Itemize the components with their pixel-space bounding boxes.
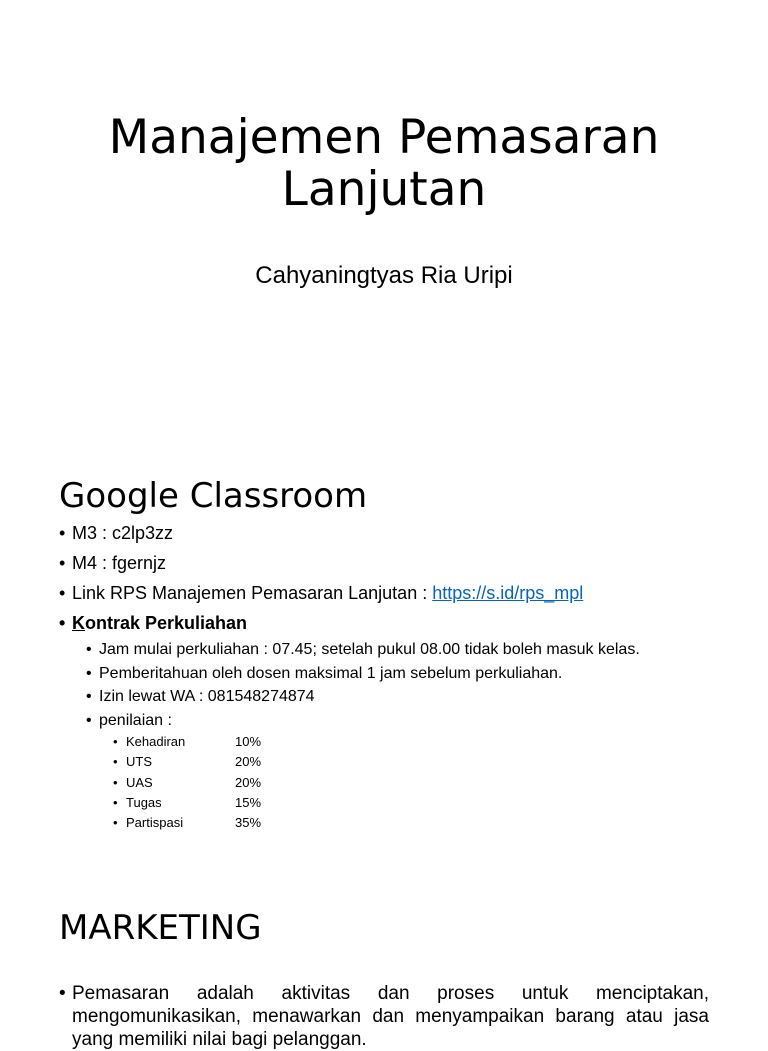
marketing-slide <box>0 864 768 1050</box>
sub-item-jam: • Jam mulai perkuliahan : 07.45; setelah pukul 08.00 tidak boleh masuk kelas. <box>86 638 719 662</box>
grade-value: 20% <box>235 754 262 770</box>
list-item-m4: • M4 : fgernjz <box>59 548 719 578</box>
slide-heading: Google Classroom <box>59 476 368 516</box>
sub-item-pemberitahuan: • Pemberitahuan oleh dosen maksimal 1 jam sebelum perkuliahan. <box>86 662 719 686</box>
grade-item <box>113 813 719 833</box>
rps-link[interactable]: https://s.id/rps_mpl <box>432 583 584 603</box>
grade-value: 15% <box>235 794 262 810</box>
slide-heading: MARKETING <box>59 908 262 948</box>
list-item-m3: • M3 : c2lp3zz <box>59 518 719 548</box>
title-line-2: Lanjutan <box>281 162 487 217</box>
grade-value: 20% <box>235 774 262 790</box>
grade-item <box>113 793 719 813</box>
kontrak-initial: K <box>72 613 85 633</box>
sub-item-penilaian: • penilaian : <box>86 709 719 733</box>
bullet-list <box>59 518 719 833</box>
definition-paragraph: • Pemasaran adalah aktivitas dan proses untuk menciptakan, mengomunikasikan, menawarkan dan menyampaikan barang atau jasa yang memiliki nilai bagi pelanggan. <box>59 982 709 1051</box>
list-item-rps <box>59 578 719 608</box>
grade-name: Tugas <box>126 794 162 810</box>
kontrak-label: ontrak Perkuliahan <box>85 613 248 633</box>
grade-item <box>113 732 719 752</box>
title-line-1: Manajemen Pemasaran <box>108 110 660 165</box>
presenter-name: Cahyaningtyas Ria Uripi <box>255 262 513 289</box>
title-slide <box>0 0 768 432</box>
grade-value: 10% <box>235 734 262 749</box>
grade-item <box>113 773 719 793</box>
grade-name: Kehadiran <box>126 734 186 749</box>
grade-item <box>113 752 719 772</box>
grade-name: UAS <box>126 774 153 790</box>
grade-value: 35% <box>235 815 262 831</box>
classroom-slide <box>0 432 768 864</box>
rps-label: Link RPS Manajemen Pemasaran Lanjutan : <box>72 583 433 603</box>
grade-name: Partispasi <box>126 815 184 831</box>
presentation-title <box>0 112 768 216</box>
bullet-list <box>59 982 709 1051</box>
sub-item-izin: • Izin lewat WA : 081548274874 <box>86 685 719 709</box>
list-item-kontrak <box>59 608 719 638</box>
grade-name: UTS <box>126 754 152 770</box>
